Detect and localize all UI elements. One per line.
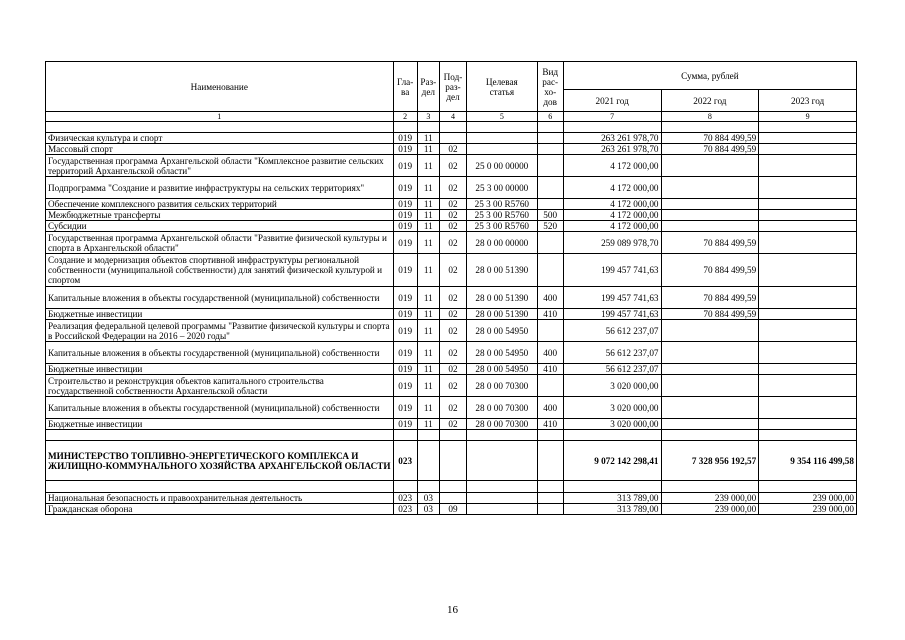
row-razdel: 11 (417, 232, 439, 254)
row-sum-2022 (661, 342, 759, 364)
row-name: Капитальные вложения в объекты государственной (муниципальной) собственности (46, 287, 394, 309)
row-sum-2022 (661, 199, 759, 210)
row-target: 28 0 00 51390 (467, 287, 538, 309)
row-name: Капитальные вложения в объекты государственной (муниципальной) собственности (46, 342, 394, 364)
row-podrazdel: 02 (439, 419, 466, 430)
row-vid (537, 375, 563, 397)
row-razdel: 03 (417, 504, 439, 515)
row-sum-2023 (759, 122, 857, 133)
row-sum-2022 (661, 375, 759, 397)
row-vid (537, 144, 563, 155)
row-sum-2023 (759, 177, 857, 199)
table-row (46, 122, 857, 133)
row-vid (537, 493, 563, 504)
row-razdel (417, 430, 439, 441)
table-row (46, 221, 857, 232)
row-razdel: 11 (417, 342, 439, 364)
row-vid (537, 320, 563, 342)
row-name: Подпрограмма "Создание и развитие инфраструктуры на сельских территориях" (46, 177, 394, 199)
column-number: 2 (393, 112, 417, 122)
row-sum-2023 (759, 364, 857, 375)
table-row (46, 430, 857, 441)
row-vid: 400 (537, 342, 563, 364)
column-number: 5 (467, 112, 538, 122)
row-glava: 019 (393, 254, 417, 287)
row-podrazdel (439, 493, 466, 504)
row-podrazdel: 09 (439, 504, 466, 515)
table-row (46, 342, 857, 364)
row-name: Капитальные вложения в объекты государственной (муниципальной) собственности (46, 397, 394, 419)
row-sum-2021: 4 172 000,00 (563, 199, 661, 210)
row-sum-2023 (759, 481, 857, 493)
row-sum-2023 (759, 144, 857, 155)
row-target: 28 0 00 51390 (467, 309, 538, 320)
row-vid (537, 199, 563, 210)
row-glava: 019 (393, 155, 417, 177)
row-target: 28 0 00 70300 (467, 397, 538, 419)
row-podrazdel: 02 (439, 144, 466, 155)
row-podrazdel: 02 (439, 375, 466, 397)
row-name: Бюджетные инвестиции (46, 364, 394, 375)
row-sum-2021 (563, 122, 661, 133)
row-sum-2023 (759, 320, 857, 342)
table-row (46, 144, 857, 155)
row-razdel: 11 (417, 155, 439, 177)
row-sum-2022 (661, 481, 759, 493)
row-sum-2021: 3 020 000,00 (563, 397, 661, 419)
row-sum-2021: 56 612 237,07 (563, 320, 661, 342)
row-vid (537, 122, 563, 133)
header-vid: Вид рас- хо- дов (537, 62, 563, 112)
row-sum-2022 (661, 177, 759, 199)
row-glava: 019 (393, 320, 417, 342)
table-row (46, 133, 857, 144)
row-vid: 410 (537, 309, 563, 320)
row-razdel: 11 (417, 221, 439, 232)
row-name: Бюджетные инвестиции (46, 309, 394, 320)
row-vid: 410 (537, 364, 563, 375)
row-glava: 019 (393, 199, 417, 210)
row-sum-2023 (759, 342, 857, 364)
row-razdel (417, 122, 439, 133)
row-sum-2021: 199 457 741,63 (563, 287, 661, 309)
row-sum-2023 (759, 155, 857, 177)
header-razdel: Раз- дел (417, 62, 439, 112)
row-name: Гражданская оборона (46, 504, 394, 515)
table-row (46, 397, 857, 419)
row-glava: 023 (393, 493, 417, 504)
column-number: 1 (46, 112, 394, 122)
row-glava: 019 (393, 364, 417, 375)
row-glava: 019 (393, 375, 417, 397)
row-glava: 023 (393, 504, 417, 515)
row-sum-2021: 259 089 978,70 (563, 232, 661, 254)
row-sum-2022: 70 884 499,59 (661, 254, 759, 287)
header-target: Целевая статья (467, 62, 538, 112)
row-target: 28 0 00 51390 (467, 254, 538, 287)
row-sum-2022 (661, 364, 759, 375)
row-vid (537, 481, 563, 493)
row-sum-2021: 56 612 237,07 (563, 342, 661, 364)
table-row (46, 320, 857, 342)
row-sum-2022 (661, 221, 759, 232)
row-podrazdel (439, 481, 466, 493)
row-sum-2021: 313 789,00 (563, 493, 661, 504)
row-sum-2023 (759, 419, 857, 430)
row-sum-2021: 263 261 978,70 (563, 133, 661, 144)
table-row (46, 155, 857, 177)
header-sum: Сумма, рублей (563, 62, 856, 90)
row-sum-2021: 3 020 000,00 (563, 419, 661, 430)
row-glava: 019 (393, 210, 417, 221)
column-numbers-row (46, 112, 857, 122)
row-podrazdel: 02 (439, 287, 466, 309)
row-sum-2023: 239 000,00 (759, 493, 857, 504)
table-row (46, 364, 857, 375)
row-name: Обеспечение комплексного развития сельских территорий (46, 199, 394, 210)
row-razdel: 03 (417, 493, 439, 504)
row-sum-2022: 70 884 499,59 (661, 287, 759, 309)
column-number: 7 (563, 112, 661, 122)
row-razdel: 11 (417, 364, 439, 375)
row-sum-2023: 239 000,00 (759, 504, 857, 515)
page-number: 16 (447, 604, 458, 616)
row-target: 28 0 00 54950 (467, 364, 538, 375)
row-name: Создание и модернизация объектов спортивной инфраструктуры региональной собственности (муниципальной собственности) для занятий физической культурой и спортом (46, 254, 394, 287)
row-target: 28 0 00 70300 (467, 375, 538, 397)
row-podrazdel: 02 (439, 221, 466, 232)
row-sum-2022 (661, 397, 759, 419)
row-vid: 410 (537, 419, 563, 430)
row-vid (537, 441, 563, 481)
row-podrazdel (439, 441, 466, 481)
row-sum-2022 (661, 419, 759, 430)
row-target: 28 0 00 54950 (467, 342, 538, 364)
row-sum-2023 (759, 397, 857, 419)
row-razdel: 11 (417, 254, 439, 287)
row-sum-2021: 4 172 000,00 (563, 210, 661, 221)
row-razdel: 11 (417, 133, 439, 144)
row-glava: 019 (393, 309, 417, 320)
row-target (467, 133, 538, 144)
row-target: 28 0 00 00000 (467, 232, 538, 254)
row-razdel (417, 441, 439, 481)
row-name (46, 481, 394, 493)
row-sum-2021: 56 612 237,07 (563, 364, 661, 375)
row-razdel: 11 (417, 309, 439, 320)
row-name: Массовый спорт (46, 144, 394, 155)
row-sum-2021: 4 172 000,00 (563, 155, 661, 177)
row-target (467, 441, 538, 481)
row-podrazdel: 02 (439, 210, 466, 221)
row-vid (537, 133, 563, 144)
column-number: 4 (439, 112, 466, 122)
row-sum-2021: 263 261 978,70 (563, 144, 661, 155)
row-podrazdel: 02 (439, 199, 466, 210)
row-vid (537, 177, 563, 199)
row-vid (537, 155, 563, 177)
row-glava (393, 122, 417, 133)
row-name: Субсидии (46, 221, 394, 232)
row-target: 25 3 00 00000 (467, 177, 538, 199)
row-sum-2022 (661, 122, 759, 133)
row-sum-2021 (563, 430, 661, 441)
table-row (46, 199, 857, 210)
row-sum-2023 (759, 287, 857, 309)
row-sum-2023 (759, 232, 857, 254)
row-sum-2022 (661, 210, 759, 221)
row-glava: 019 (393, 232, 417, 254)
table-row (46, 493, 857, 504)
row-sum-2023 (759, 375, 857, 397)
row-sum-2023 (759, 221, 857, 232)
row-target: 25 0 00 00000 (467, 155, 538, 177)
row-target: 25 3 00 R5760 (467, 210, 538, 221)
row-sum-2022: 239 000,00 (661, 493, 759, 504)
row-podrazdel (439, 133, 466, 144)
row-podrazdel (439, 430, 466, 441)
row-podrazdel (439, 122, 466, 133)
row-sum-2023 (759, 199, 857, 210)
row-sum-2023 (759, 210, 857, 221)
row-target (467, 122, 538, 133)
row-glava: 019 (393, 221, 417, 232)
row-glava: 019 (393, 419, 417, 430)
header-podrazdel: Под- раз- дел (439, 62, 466, 112)
row-vid (537, 430, 563, 441)
row-sum-2022: 239 000,00 (661, 504, 759, 515)
row-name: Национальная безопасность и правоохранительная деятельность (46, 493, 394, 504)
row-target (467, 493, 538, 504)
row-sum-2022: 70 884 499,59 (661, 133, 759, 144)
row-vid (537, 232, 563, 254)
row-podrazdel: 02 (439, 364, 466, 375)
row-sum-2022: 70 884 499,59 (661, 309, 759, 320)
row-glava (393, 481, 417, 493)
row-sum-2021: 9 072 142 298,41 (563, 441, 661, 481)
header-2023: 2023 год (759, 90, 857, 112)
header-name: Наименование (46, 62, 394, 112)
row-podrazdel: 02 (439, 309, 466, 320)
row-name: Физическая культура и спорт (46, 133, 394, 144)
row-sum-2021: 199 457 741,63 (563, 309, 661, 320)
table-row (46, 287, 857, 309)
row-name: Бюджетные инвестиции (46, 419, 394, 430)
row-target (467, 144, 538, 155)
row-sum-2022 (661, 430, 759, 441)
table-row (46, 441, 857, 481)
row-vid (537, 504, 563, 515)
row-razdel: 11 (417, 199, 439, 210)
column-number: 9 (759, 112, 857, 122)
row-glava (393, 430, 417, 441)
row-sum-2021: 313 789,00 (563, 504, 661, 515)
row-sum-2021: 3 020 000,00 (563, 375, 661, 397)
row-razdel: 11 (417, 287, 439, 309)
column-number: 6 (537, 112, 563, 122)
row-target (467, 481, 538, 493)
row-name (46, 430, 394, 441)
row-target (467, 430, 538, 441)
row-podrazdel: 02 (439, 320, 466, 342)
row-sum-2023: 9 354 116 499,58 (759, 441, 857, 481)
row-sum-2021 (563, 481, 661, 493)
row-razdel: 11 (417, 375, 439, 397)
row-vid: 400 (537, 397, 563, 419)
row-name: Реализация федеральной целевой программы "Развитие физической культуры и спорта в Российской Федерации на 2016 – 2020 годы" (46, 320, 394, 342)
row-razdel: 11 (417, 210, 439, 221)
table-row (46, 210, 857, 221)
row-name: Межбюджетные трансферты (46, 210, 394, 221)
header-2021: 2021 год (563, 90, 661, 112)
row-name: Государственная программа Архангельской области "Развитие физической культуры и спорта в Архангельской области" (46, 232, 394, 254)
row-razdel: 11 (417, 320, 439, 342)
row-target: 28 0 00 54950 (467, 320, 538, 342)
row-glava: 019 (393, 397, 417, 419)
table-row (46, 375, 857, 397)
row-podrazdel: 02 (439, 342, 466, 364)
row-razdel: 11 (417, 144, 439, 155)
row-glava: 019 (393, 342, 417, 364)
row-name (46, 122, 394, 133)
table-row (46, 481, 857, 493)
table-row (46, 177, 857, 199)
table-row (46, 504, 857, 515)
table-row (46, 309, 857, 320)
table-row (46, 254, 857, 287)
row-sum-2022: 7 328 956 192,57 (661, 441, 759, 481)
row-name: Государственная программа Архангельской области "Комплексное развитие сельских территорий Архангельской области" (46, 155, 394, 177)
row-podrazdel: 02 (439, 155, 466, 177)
row-sum-2022 (661, 155, 759, 177)
row-glava: 019 (393, 177, 417, 199)
row-podrazdel: 02 (439, 177, 466, 199)
row-sum-2022: 70 884 499,59 (661, 232, 759, 254)
row-sum-2021: 199 457 741,63 (563, 254, 661, 287)
row-razdel (417, 481, 439, 493)
row-sum-2022 (661, 320, 759, 342)
row-target: 28 0 00 70300 (467, 419, 538, 430)
table-row (46, 232, 857, 254)
column-number: 8 (661, 112, 759, 122)
row-name: Строительство и реконструкция объектов капитального строительства государственной собственности Архангельской области (46, 375, 394, 397)
row-podrazdel: 02 (439, 254, 466, 287)
row-target: 25 3 00 R5760 (467, 199, 538, 210)
row-glava: 019 (393, 144, 417, 155)
row-name: МИНИСТЕРСТВО ТОПЛИВНО-ЭНЕРГЕТИЧЕСКОГО КОМПЛЕКСА И ЖИЛИЩНО-КОММУНАЛЬНОГО ХОЗЯЙСТВА АРХАНГЕЛЬСКОЙ ОБЛАСТИ (46, 441, 394, 481)
row-vid: 500 (537, 210, 563, 221)
row-glava: 019 (393, 287, 417, 309)
row-sum-2023 (759, 254, 857, 287)
row-razdel: 11 (417, 419, 439, 430)
row-vid: 520 (537, 221, 563, 232)
row-target: 25 3 00 R5760 (467, 221, 538, 232)
row-podrazdel: 02 (439, 232, 466, 254)
header-2022: 2022 год (661, 90, 759, 112)
table-row (46, 419, 857, 430)
budget-table (45, 61, 857, 515)
row-sum-2023 (759, 430, 857, 441)
row-sum-2021: 4 172 000,00 (563, 177, 661, 199)
row-razdel: 11 (417, 177, 439, 199)
row-razdel: 11 (417, 397, 439, 419)
row-glava: 019 (393, 133, 417, 144)
row-sum-2023 (759, 133, 857, 144)
row-vid: 400 (537, 287, 563, 309)
column-number: 3 (417, 112, 439, 122)
row-podrazdel: 02 (439, 397, 466, 419)
row-sum-2023 (759, 309, 857, 320)
row-vid (537, 254, 563, 287)
header-glava: Гла- ва (393, 62, 417, 112)
table-body (46, 122, 857, 515)
row-glava: 023 (393, 441, 417, 481)
row-sum-2021: 4 172 000,00 (563, 221, 661, 232)
row-target (467, 504, 538, 515)
row-sum-2022: 70 884 499,59 (661, 144, 759, 155)
